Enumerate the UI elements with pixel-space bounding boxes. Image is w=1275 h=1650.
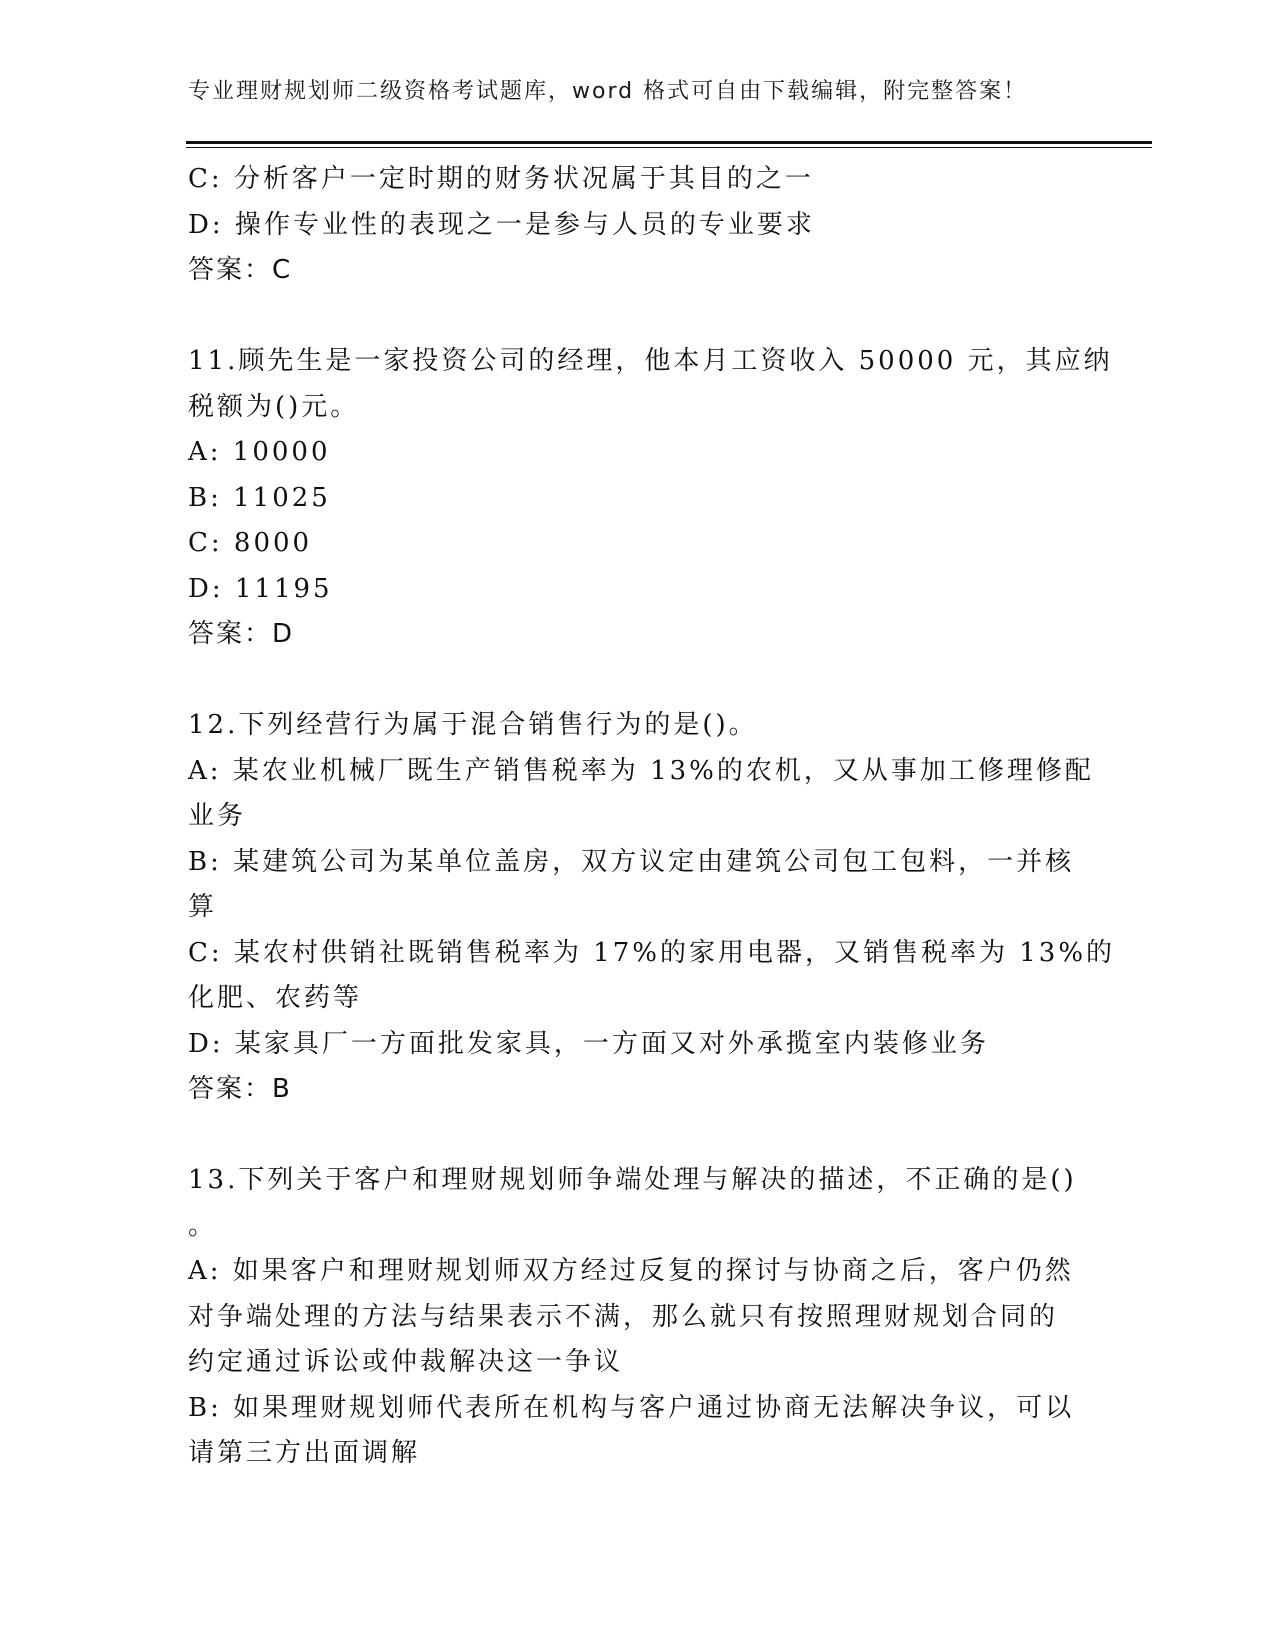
option-b: 请第三方出面调解 [188, 1438, 421, 1468]
option-d: D: 操作专业性的表现之一是参与人员的专业要求 [188, 209, 815, 240]
answer-line: 答案：B [188, 1074, 292, 1104]
option-a: 对争端处理的方法与结果表示不满，那么就只有按照理财规划合同的 [188, 1301, 1059, 1332]
question-11 [188, 339, 1113, 658]
question-stem: 12.下列经营行为属于混合销售行为的是()。 [188, 710, 758, 740]
question-stem: 13.下列关于客户和理财规划师争端处理与解决的描述，不正确的是() [188, 1165, 1077, 1195]
answer-line: 答案：D [188, 619, 295, 649]
option-b: B: 如果理财规划师代表所在机构与客户通过协商无法解决争议，可以 [188, 1392, 1075, 1423]
document-body [188, 157, 1116, 1477]
option-d: D: 某家具厂一方面批发家具，一方面又对外承揽室内装修业务 [188, 1028, 989, 1059]
answer-line: 答案：C [188, 255, 293, 285]
question-stem: 11.顾先生是一家投资公司的经理，他本月工资收入 50000 元，其应纳 [188, 346, 1113, 376]
question-10-continued [188, 157, 1068, 294]
option-a: A: 10000 [188, 437, 331, 467]
option-a: A: 某农业机械厂既生产销售税率为 13%的农机，又从事加工修理修配 [188, 755, 1094, 786]
header-rule-thin [186, 147, 1152, 148]
spacer [188, 658, 1068, 704]
option-c: C: 分析客户一定时期的财务状况属于其目的之一 [188, 164, 814, 194]
option-c: C: 8000 [188, 528, 313, 558]
question-13 [188, 1158, 1077, 1477]
spacer [188, 1113, 1068, 1159]
option-b: B: 11025 [188, 482, 331, 513]
question-stem: 税额为()元。 [188, 391, 360, 422]
option-d: D: 11195 [188, 573, 333, 604]
page-header: 专业理财规划师二级资格考试题库，word 格式可自由下载编辑，附完整答案！ [188, 79, 1028, 104]
option-b: B: 某建筑公司为某单位盖房，双方议定由建筑公司包工包料，一并核 [188, 846, 1075, 877]
header-rule-thick [186, 141, 1152, 144]
option-c: 化肥、农药等 [188, 983, 363, 1013]
spacer [188, 294, 1068, 340]
option-a: 业务 [188, 801, 247, 831]
question-12 [188, 703, 1116, 1113]
option-b: 算 [188, 892, 218, 922]
option-c: C: 某农村供销社既销售税率为 17%的家用电器，又销售税率为 13%的 [188, 937, 1116, 968]
option-a: A: 如果客户和理财规划师双方经过反复的探讨与协商之后，客户仍然 [188, 1256, 1074, 1286]
question-stem: 。 [188, 1210, 218, 1241]
option-a: 约定通过诉讼或仲裁解决这一争议 [188, 1347, 624, 1377]
